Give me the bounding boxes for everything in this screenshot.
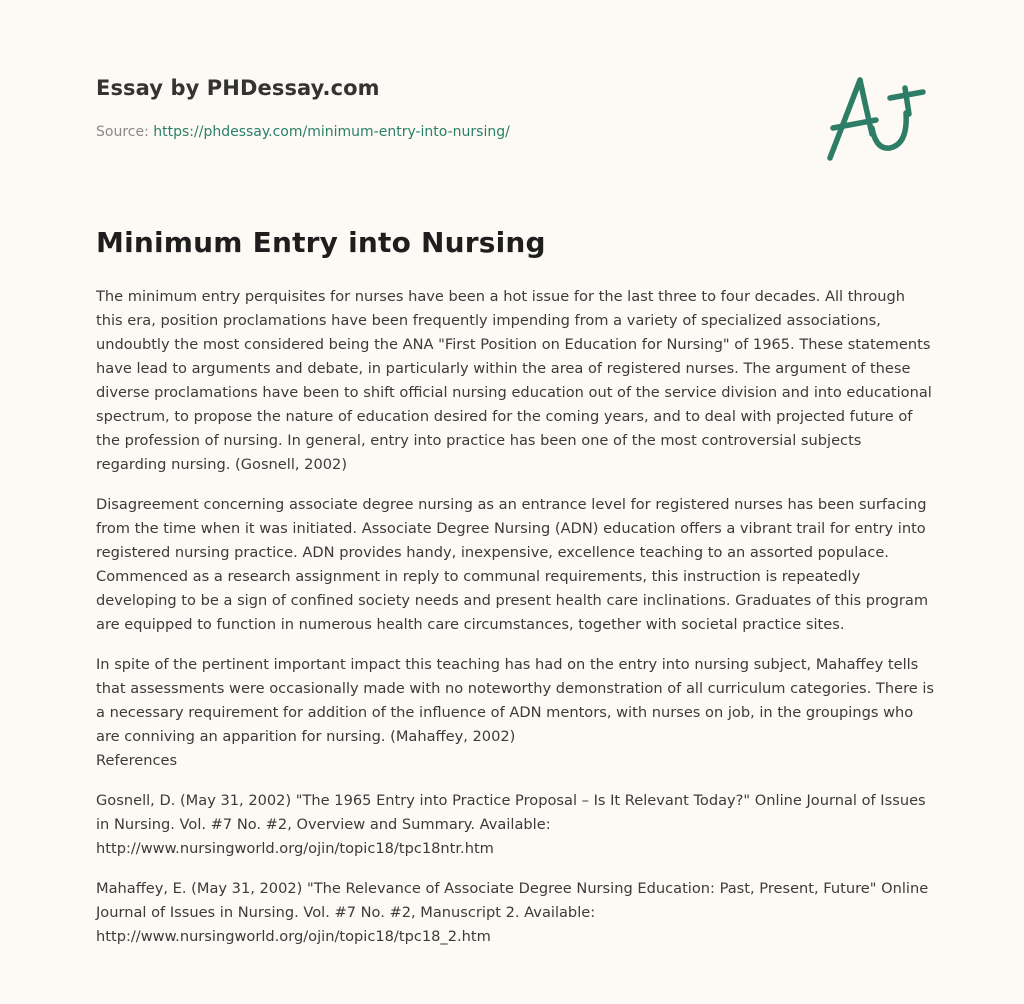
paragraph: Disagreement concerning associate degree nursing as an entrance level for registered nurses has been surfacing from the time when it was initiated. Associate Degree Nursing (ADN) education offers a vibrant trail for entry into registered nursing practice. ADN provides handy, inexpensive, excellence teaching to an assorted populace. Commenced as a research assignment in reply to communal requirements, this instruction is repeatedly developing to be a sign of confined society needs and present health care inclinations. Graduates of this program are equipped to function in numerous health care circumstances, together with societal practice sites.	[96, 496, 929, 633]
reference-item	[96, 789, 936, 861]
reference-item	[96, 877, 936, 949]
reference-citation: Mahaffey, E. (May 31, 2002) "The Relevance of Associate Degree Nursing Education: Past, Present, Future" Online Journal of Issues in Nursing. Vol. #7 No. #2, Manuscript 2. Available:	[96, 880, 929, 921]
essay-body	[96, 285, 936, 965]
paragraph: In spite of the pertinent important impact this teaching has had on the entry into nursing subject, Mahaffey tells that assessments were occasionally made with no noteworthy demonstration of all curriculum categories. There is a necessary requirement for addition of the influence of ADN mentors, with nurses on job, in the groupings who are conniving an apparition for nursing. (Mahaffey, 2002)	[96, 656, 935, 745]
reference-url: http://www.nursingworld.org/ojin/topic18/tpc18ntr.htm	[96, 840, 494, 857]
reference-url: http://www.nursingworld.org/ojin/topic18/tpc18_2.htm	[96, 928, 491, 945]
source-label: Source:	[96, 124, 149, 140]
source-link[interactable]: https://phdessay.com/minimum-entry-into-nursing/	[153, 124, 510, 140]
reference-citation: Gosnell, D. (May 31, 2002) "The 1965 Entry into Practice Proposal – Is It Relevant Today?" Online Journal of Issues in Nursing. Vol. #7 No. #2, Overview and Summary. Available:	[96, 792, 926, 833]
paragraph: The minimum entry perquisites for nurses have been a hot issue for the last three to four decades. All through this era, position proclamations have been frequently impending from a variety of specialized associations, undoubtly the most considered being the ANA "First Position on Education for Nursing" of 1965. These statements have lead to arguments and debate, in particularly within the area of registered nurses. The argument of these diverse proclamations have been to shift official nursing education out of the service division and into educational spectrum, to propose the nature of education desired for the coming years, and to deal with projected future of the profession of nursing. In general, entry into practice has been one of the most controversial subjects regarding nursing. (Gosnell, 2002)	[96, 288, 932, 473]
a-plus-grade-icon	[820, 68, 930, 168]
source-line	[96, 124, 510, 140]
site-brand: Essay by PHDessay.com	[96, 76, 380, 100]
essay-title: Minimum Entry into Nursing	[96, 226, 546, 259]
references-heading: References	[96, 752, 178, 769]
